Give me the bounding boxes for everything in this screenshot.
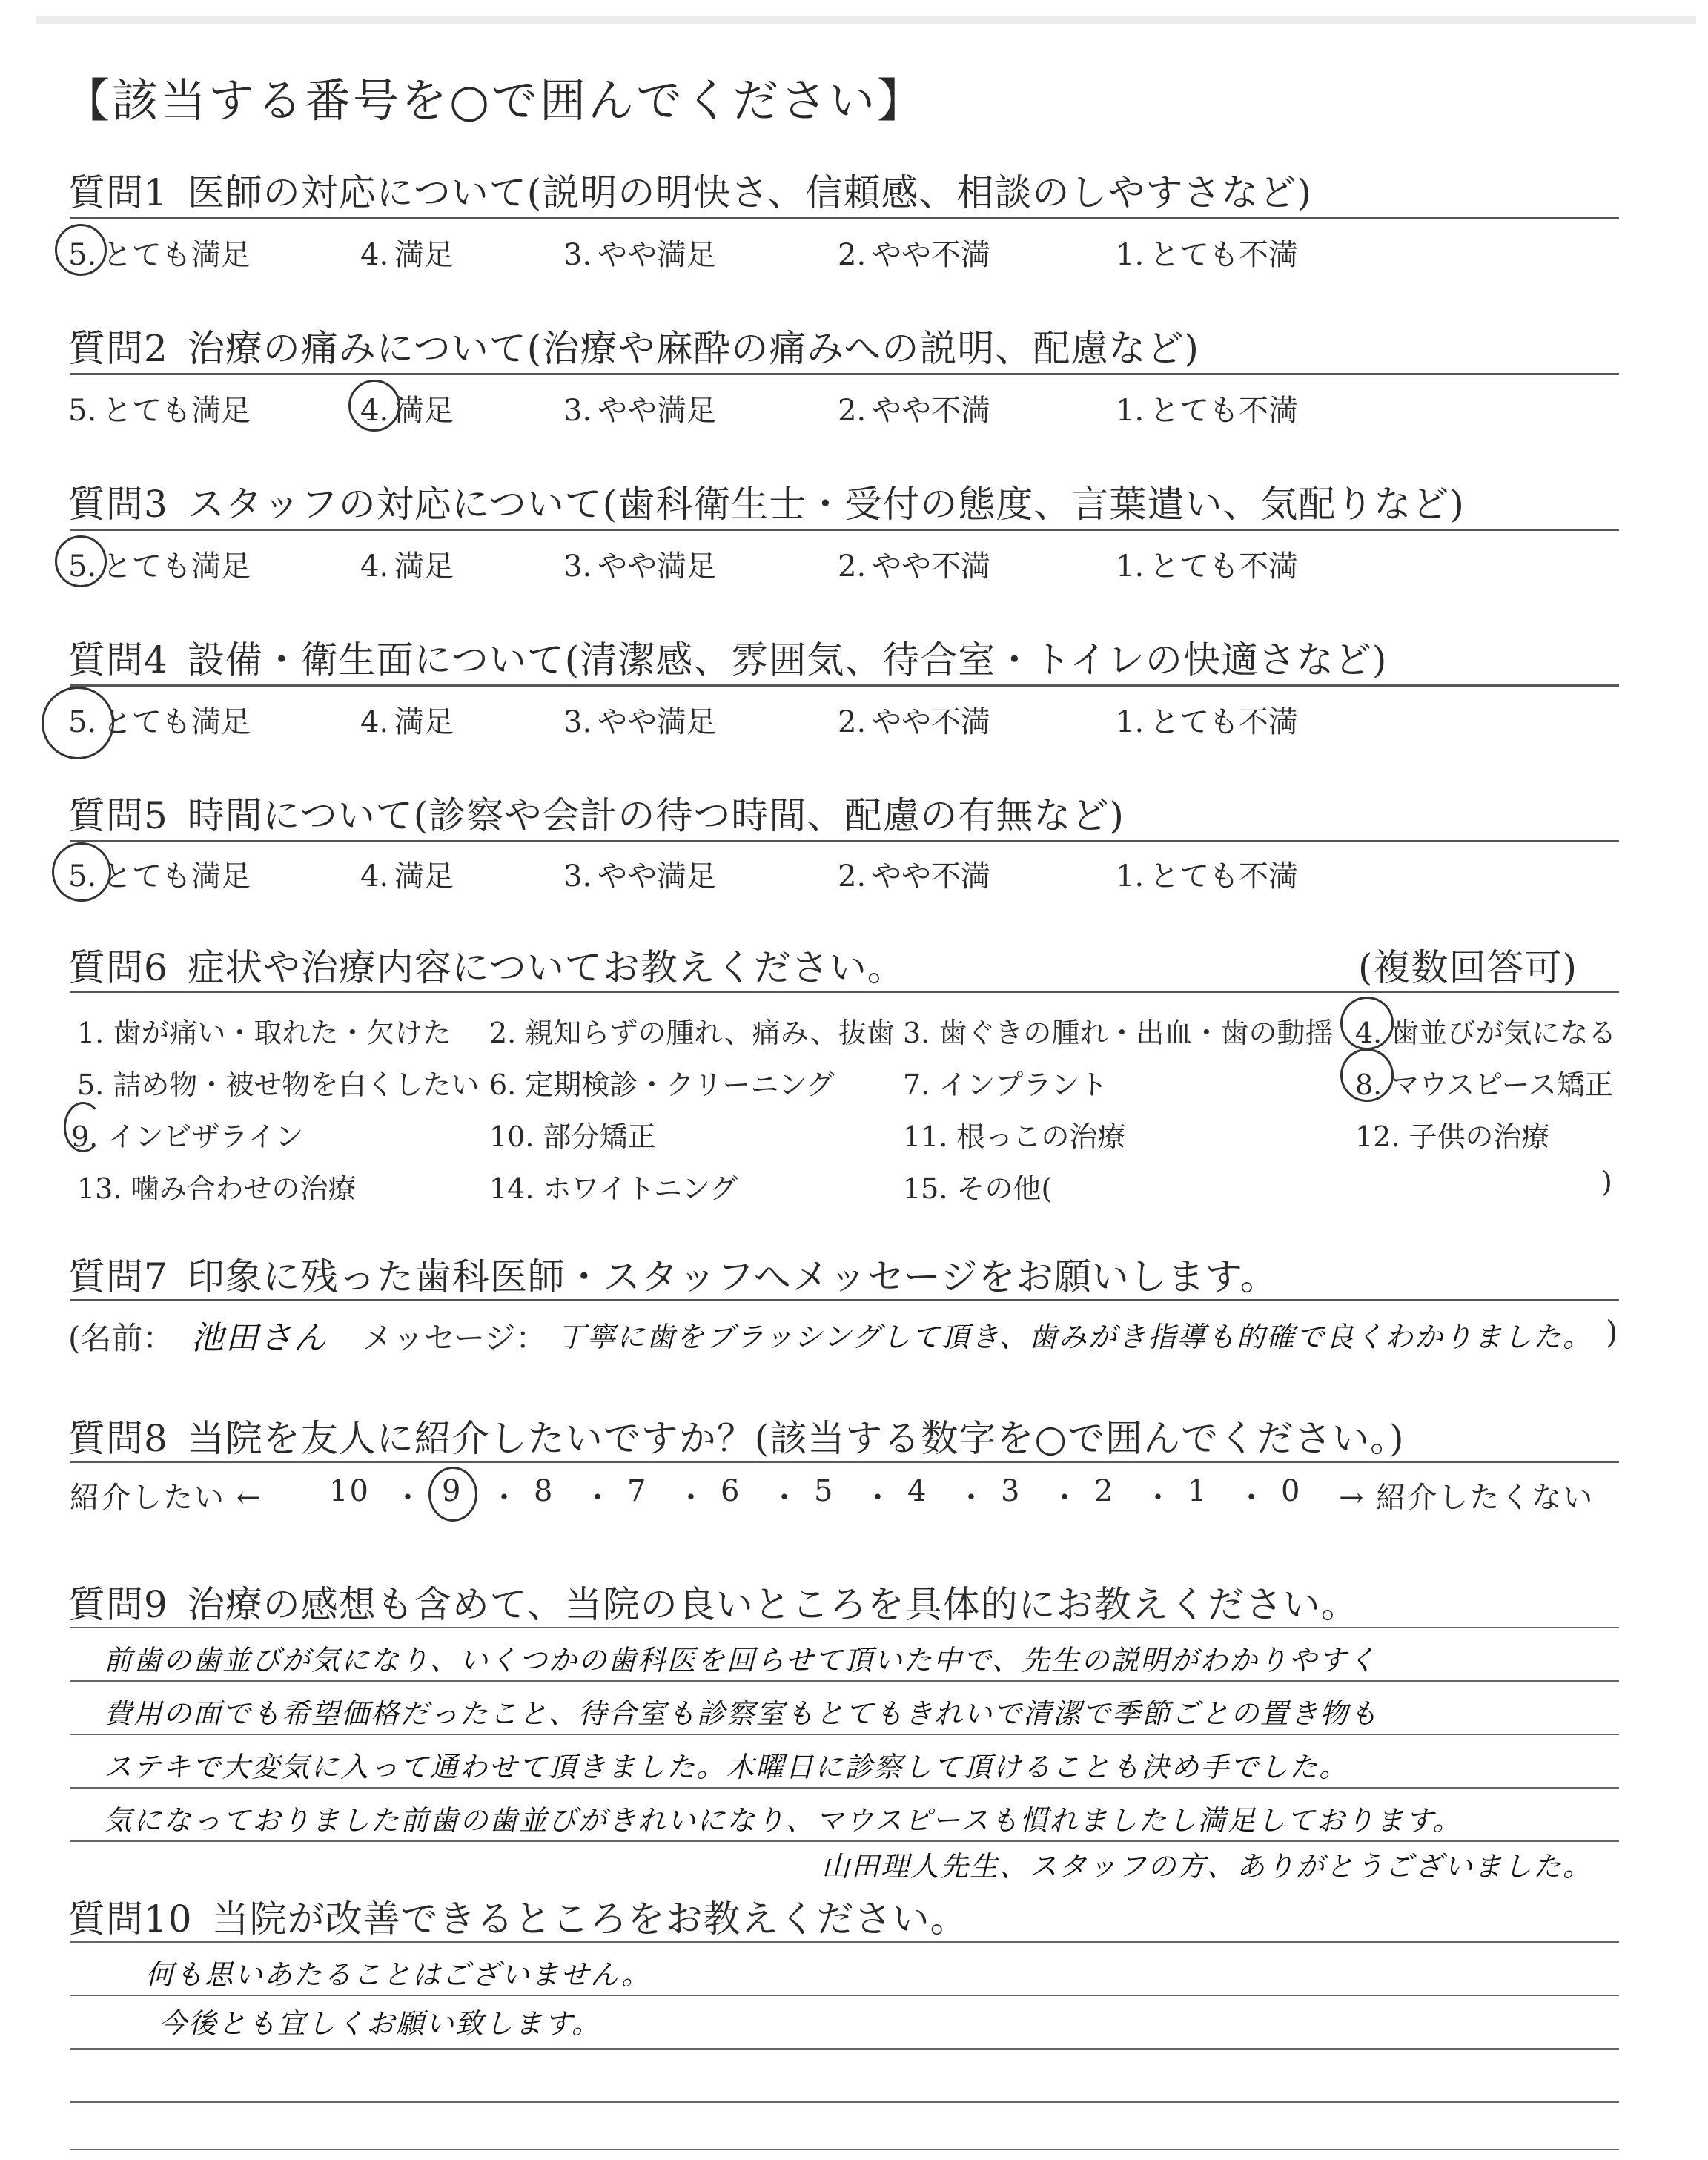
q7-text: 印象に残った歯科医師・スタッフへメッセージをお願いします。 (187, 1255, 1278, 1298)
q8-rule (70, 1461, 1619, 1463)
q6-item-12[interactable]: 12. 子供の治療 (1355, 1120, 1550, 1153)
q6-rule (70, 991, 1619, 993)
q8-scale-dot: ・ (583, 1481, 614, 1515)
q6-number: 質問6 (68, 946, 168, 989)
q1-number: 質問1 (68, 171, 168, 214)
q7-message-label: メッセージ： (362, 1320, 547, 1356)
q5-number: 質問5 (68, 794, 168, 837)
q9-rule-1 (70, 1680, 1619, 1682)
q6-item-7[interactable]: 7. インプラント (903, 1069, 1108, 1101)
q9-number: 質問9 (68, 1583, 168, 1626)
q6-item-10[interactable]: 10. 部分矯正 (489, 1120, 656, 1153)
q1-option-3[interactable]: 3. やや満足 (563, 238, 716, 272)
q6-selection-circle-4 (1340, 997, 1394, 1050)
scan-edge (36, 16, 1696, 24)
q4-rule (70, 684, 1619, 687)
q8-scale-0[interactable]: 0 (1281, 1474, 1302, 1508)
q10-answer-line-2[interactable]: 今後とも宜しくお願い致します。 (159, 2007, 601, 2040)
q7-message-value[interactable]: 丁寧に歯をブラッシングして頂き、歯みがき指導も的確で良くわかりました。 (557, 1321, 1593, 1353)
q9-text: 治療の感想も含めて、当院の良いところを具体的にお教えください。 (187, 1583, 1359, 1626)
q6-item-11[interactable]: 11. 根っこの治療 (903, 1120, 1126, 1153)
q9-answer-line-5[interactable]: 山田理人先生、スタッフの方、ありがとうございました。 (821, 1850, 1593, 1883)
q5-rule (70, 840, 1619, 842)
q10-title (68, 1889, 968, 1943)
q2-number: 質問2 (68, 327, 168, 370)
q8-selection-circle (428, 1467, 477, 1522)
q8-scale-6[interactable]: 6 (721, 1474, 741, 1508)
q8-scale-4[interactable]: 4 (907, 1474, 928, 1508)
q8-scale-dot: ・ (489, 1481, 520, 1515)
q8-scale-5[interactable]: 5 (814, 1474, 835, 1508)
q5-option-4[interactable]: 4. 満足 (360, 859, 454, 894)
q7-name-label: (名前： (68, 1320, 174, 1356)
q8-scale-10[interactable]: 10 (329, 1474, 370, 1508)
q4-option-5[interactable]: 5. とても満足 (68, 705, 251, 739)
q6-selection-circle-8 (1340, 1048, 1394, 1102)
q3-rule (70, 529, 1619, 531)
q5-option-1[interactable]: 1. とても不満 (1116, 859, 1298, 894)
q7-number: 質問7 (68, 1255, 168, 1298)
q10-rule-1 (70, 1995, 1619, 1996)
q5-selection-circle (52, 842, 111, 902)
q1-title (68, 163, 1312, 217)
q10-rule-3 (70, 2101, 1619, 2103)
q3-option-4[interactable]: 4. 満足 (360, 549, 454, 584)
q2-option-2[interactable]: 2. やや不満 (838, 394, 990, 428)
q9-answer-line-1[interactable]: 前歯の歯並びが気になり、いくつかの歯科医を回らせて頂いた中で、先生の説明がわかりやすく (104, 1644, 1378, 1677)
q1-option-5[interactable]: 5. とても満足 (68, 238, 251, 272)
q4-number: 質問4 (68, 638, 168, 681)
q1-selection-circle (55, 224, 107, 276)
q2-title (68, 319, 1199, 372)
q3-option-2[interactable]: 2. やや不満 (838, 549, 990, 584)
q8-scale-7[interactable]: 7 (627, 1474, 648, 1508)
q6-item-9[interactable]: 9. インビザライン (71, 1120, 304, 1153)
q3-selection-circle (55, 535, 107, 587)
q6-item-13[interactable]: 13. 噛み合わせの治療 (77, 1172, 357, 1205)
q2-option-3[interactable]: 3. やや満足 (563, 394, 716, 428)
q1-rule (70, 217, 1619, 219)
q10-text: 当院が改善できるところをお教えください。 (211, 1898, 968, 1941)
q3-option-1[interactable]: 1. とても不満 (1116, 549, 1298, 584)
q6-item-5[interactable]: 5. 詰め物・被せ物を白くしたい (77, 1069, 480, 1101)
q6-item-2[interactable]: 2. 親知らずの腫れ、痛み、抜歯 (489, 1017, 895, 1049)
q2-option-1[interactable]: 1. とても不満 (1116, 394, 1298, 428)
q5-option-5[interactable]: 5. とても満足 (68, 859, 251, 894)
q8-scale-dot: ・ (1050, 1481, 1081, 1515)
q8-title (68, 1409, 1404, 1462)
q10-rule-4 (70, 2149, 1619, 2150)
q8-scale-8[interactable]: 8 (534, 1474, 555, 1508)
q2-option-4[interactable]: 4. 満足 (360, 394, 454, 428)
q9-title (68, 1575, 1359, 1628)
q6-multiple-note: (複数回答可) (1358, 946, 1578, 989)
q8-text: 当院を友人に紹介したいですか？(該当する数字を○で囲んでください。) (187, 1417, 1405, 1460)
q10-number: 質問10 (68, 1898, 193, 1941)
q6-selection-circle-9 (64, 1102, 102, 1152)
q8-scale-dot: ・ (956, 1481, 987, 1515)
q9-rule-3 (70, 1787, 1619, 1789)
q8-scale-dot: ・ (1237, 1481, 1268, 1515)
q6-item-15-close: ) (1601, 1166, 1612, 1198)
q8-number: 質問8 (68, 1417, 168, 1460)
q7-title (68, 1247, 1278, 1301)
q4-option-4[interactable]: 4. 満足 (360, 705, 454, 739)
page-heading: 【該当する番号を○で囲んでください】 (64, 73, 926, 128)
q7-rule (70, 1299, 1619, 1301)
q3-text: スタッフの対応について(歯科衛生士・受付の態度、言葉遣い、気配りなど) (187, 483, 1465, 526)
q4-selection-circle (42, 687, 114, 759)
q6-item-8[interactable]: 8. マウスピース矯正 (1355, 1069, 1613, 1101)
q2-rule (70, 373, 1619, 375)
q7-close-paren: ) (1606, 1314, 1618, 1350)
q5-option-2[interactable]: 2. やや不満 (838, 859, 990, 894)
q9-rule-2 (70, 1734, 1619, 1735)
q4-title (68, 630, 1387, 684)
q2-option-5[interactable]: 5. とても満足 (68, 394, 251, 428)
q8-right-label: → 紹介したくない (1339, 1481, 1595, 1515)
q1-option-4[interactable]: 4. 満足 (360, 238, 454, 272)
q4-option-2[interactable]: 2. やや不満 (838, 705, 990, 739)
q9-rule-4 (70, 1840, 1619, 1842)
q3-number: 質問3 (68, 483, 168, 526)
q1-option-2[interactable]: 2. やや不満 (838, 238, 990, 272)
q4-option-1[interactable]: 1. とても不満 (1116, 705, 1298, 739)
q5-text: 時間について(診察や会計の待つ時間、配慮の有無など) (187, 794, 1125, 837)
q6-title (68, 938, 905, 991)
q6-item-1[interactable]: 1. 歯が痛い・取れた・欠けた (77, 1017, 451, 1049)
q8-scale-9[interactable]: 9 (442, 1474, 463, 1508)
q6-item-15[interactable]: 15. その他( (903, 1172, 1053, 1205)
q6-item-4[interactable]: 4. 歯並びが気になる (1355, 1017, 1617, 1049)
q3-option-5[interactable]: 5. とても満足 (68, 549, 251, 584)
q5-title (68, 786, 1125, 839)
q5-option-3[interactable]: 3. やや満足 (563, 859, 716, 894)
q2-text: 治療の痛みについて(治療や麻酔の痛みへの説明、配慮など) (187, 327, 1199, 370)
q9-rule-0 (70, 1627, 1619, 1628)
q4-text: 設備・衛生面について(清潔感、雰囲気、待合室・トイレの快適さなど) (187, 638, 1388, 681)
q2-selection-circle (348, 380, 400, 432)
q6-item-14[interactable]: 14. ホワイトニング (489, 1172, 738, 1205)
q7-name-value[interactable]: 池田さん (191, 1319, 328, 1357)
q10-rule-0 (70, 1941, 1619, 1943)
q8-scale-dot: ・ (393, 1481, 424, 1515)
q8-scale-dot: ・ (769, 1481, 801, 1515)
q4-option-3[interactable]: 3. やや満足 (563, 705, 716, 739)
q10-answer-line-1[interactable]: 何も思いあたることはございません。 (145, 1958, 652, 1991)
q8-scale-1[interactable]: 1 (1188, 1474, 1208, 1508)
q8-left-label: 紹介したい ← (70, 1481, 263, 1515)
q3-option-3[interactable]: 3. やや満足 (563, 549, 716, 584)
q8-scale-2[interactable]: 2 (1094, 1474, 1115, 1508)
q8-scale-3[interactable]: 3 (1001, 1474, 1022, 1508)
q10-rule-2 (70, 2048, 1619, 2050)
q9-answer-line-3[interactable]: ステキで大変気に入って通わせて頂きました。木曜日に診察して頂けることも決め手でした。 (104, 1751, 1349, 1783)
q6-item-6[interactable]: 6. 定期検診・クリーニング (489, 1069, 835, 1101)
q1-text: 医師の対応について(説明の明快さ、信頼感、相談のしやすさなど) (187, 171, 1312, 214)
q3-title (68, 475, 1465, 528)
q6-text: 症状や治療内容についてお教えください。 (187, 946, 905, 989)
q8-scale-dot: ・ (676, 1481, 707, 1515)
q6-item-3[interactable]: 3. 歯ぐきの腫れ・出血・歯の動揺 (903, 1017, 1334, 1049)
q9-answer-line-2[interactable]: 費用の面でも希望価格だったこと、待合室も診察室もとてもきれいで清潔で季節ごとの置き物も (104, 1697, 1380, 1730)
q8-scale-dot: ・ (863, 1481, 894, 1515)
q1-option-1[interactable]: 1. とても不満 (1116, 238, 1298, 272)
q9-answer-line-4[interactable]: 気になっておりました前歯の歯並びがきれいになり、マウスピースも慣れましたし満足しております。 (104, 1804, 1463, 1837)
q8-scale-dot: ・ (1143, 1481, 1174, 1515)
